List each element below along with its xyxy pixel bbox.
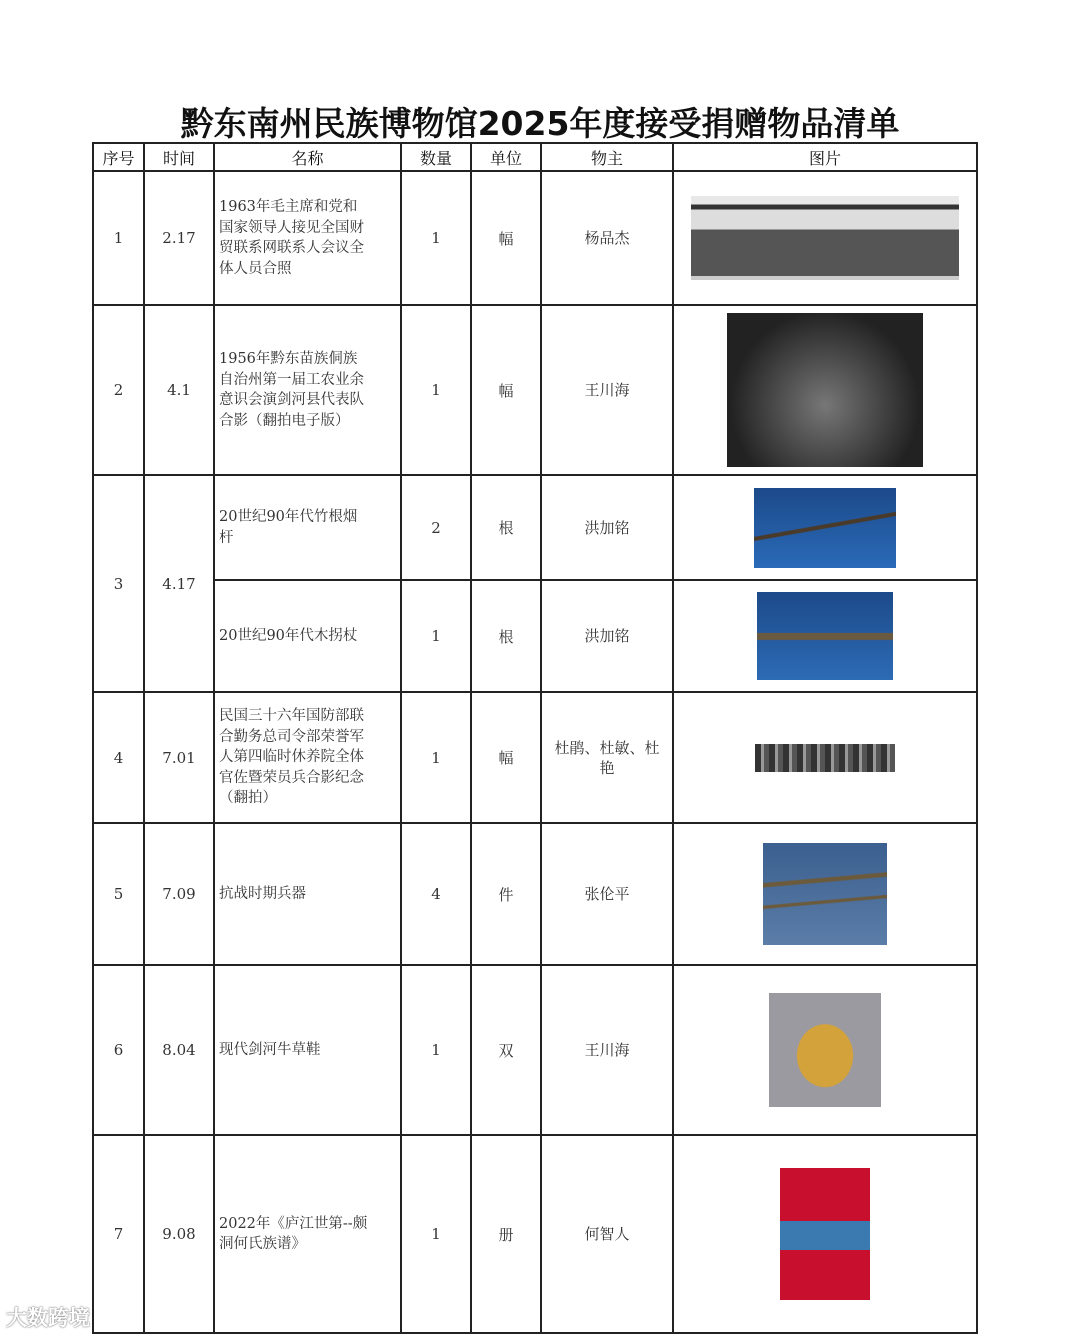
item-unit: 册 xyxy=(471,1135,541,1333)
item-owner: 张伦平 xyxy=(541,823,673,965)
item-unit: 根 xyxy=(471,580,541,692)
item-unit: 根 xyxy=(471,475,541,580)
row-date: 9.08 xyxy=(144,1135,214,1333)
item-owner: 洪加铭 xyxy=(541,580,673,692)
item-quantity: 1 xyxy=(401,1135,471,1333)
item-image-cell xyxy=(673,171,977,305)
header-unit: 单位 xyxy=(471,143,541,171)
row-number: 2 xyxy=(93,305,144,475)
row-date: 7.01 xyxy=(144,692,214,823)
item-owner: 杨品杰 xyxy=(541,171,673,305)
table-row xyxy=(93,171,977,305)
item-quantity: 1 xyxy=(401,965,471,1135)
item-unit: 双 xyxy=(471,965,541,1135)
item-image-cell xyxy=(673,692,977,823)
row-number: 6 xyxy=(93,965,144,1135)
row-number: 3 xyxy=(93,475,144,692)
header-qty: 数量 xyxy=(401,143,471,171)
item-owner: 王川海 xyxy=(541,305,673,475)
row-number: 1 xyxy=(93,171,144,305)
item-image-cell xyxy=(673,580,977,692)
row-date: 7.09 xyxy=(144,823,214,965)
header-date: 时间 xyxy=(144,143,214,171)
item-owner: 洪加铭 xyxy=(541,475,673,580)
item-image-cell xyxy=(673,823,977,965)
page-title: 黔东南州民族博物馆2025年度接受捐赠物品清单 xyxy=(180,104,900,143)
item-owner: 何智人 xyxy=(541,1135,673,1333)
table-header-row xyxy=(93,143,977,171)
row-number: 7 xyxy=(93,1135,144,1333)
item-name: 现代剑河牛草鞋 xyxy=(214,965,401,1135)
item-unit: 幅 xyxy=(471,305,541,475)
header-owner: 物主 xyxy=(541,143,673,171)
group-photo-wide-icon xyxy=(691,196,959,280)
item-name: 民国三十六年国防部联合勤务总司令部荣誉军人第四临时休养院全体官佐暨荣员兵合影纪念（翻拍） xyxy=(214,692,401,823)
item-quantity: 1 xyxy=(401,580,471,692)
item-name: 抗战时期兵器 xyxy=(214,823,401,965)
item-quantity: 2 xyxy=(401,475,471,580)
row-date: 8.04 xyxy=(144,965,214,1135)
table-row xyxy=(93,823,977,965)
table-row xyxy=(93,305,977,475)
item-image-cell xyxy=(673,1135,977,1333)
header-no: 序号 xyxy=(93,143,144,171)
item-image-cell xyxy=(673,475,977,580)
item-name: 1956年黔东苗族侗族自治州第一届工农业余意识会演剑河县代表队合影（翻拍电子版） xyxy=(214,305,401,475)
item-quantity: 1 xyxy=(401,692,471,823)
cane-photo-icon xyxy=(757,592,893,680)
item-name: 1963年毛主席和党和国家领导人接见全国财贸联系网联系人会议全体人员合照 xyxy=(214,171,401,305)
row-date: 4.1 xyxy=(144,305,214,475)
genealogy-book-photo-icon xyxy=(780,1168,870,1300)
item-name: 20世纪90年代木拐杖 xyxy=(214,580,401,692)
item-name: 20世纪90年代竹根烟杆 xyxy=(214,475,401,580)
row-number: 5 xyxy=(93,823,144,965)
watermark-logo: 大数跨境 xyxy=(6,1306,90,1330)
item-image-cell xyxy=(673,965,977,1135)
row-number: 4 xyxy=(93,692,144,823)
item-quantity: 4 xyxy=(401,823,471,965)
header-image: 图片 xyxy=(673,143,977,171)
row-date: 4.17 xyxy=(144,475,214,692)
weapons-photo-icon xyxy=(763,843,887,945)
item-unit: 件 xyxy=(471,823,541,965)
table-row xyxy=(93,965,977,1135)
table-row xyxy=(93,580,977,692)
item-unit: 幅 xyxy=(471,171,541,305)
item-quantity: 1 xyxy=(401,171,471,305)
item-name: 2022年《庐江世第--颇洞何氏族谱》 xyxy=(214,1135,401,1333)
table-row xyxy=(93,475,977,580)
straw-shoes-photo-icon xyxy=(769,993,881,1107)
donation-table xyxy=(92,142,978,1334)
header-name: 名称 xyxy=(214,143,401,171)
panorama-photo-icon xyxy=(755,744,895,772)
item-owner: 王川海 xyxy=(541,965,673,1135)
group-photo-icon xyxy=(727,313,923,467)
item-quantity: 1 xyxy=(401,305,471,475)
item-unit: 幅 xyxy=(471,692,541,823)
table-row xyxy=(93,692,977,823)
row-date: 2.17 xyxy=(144,171,214,305)
item-owner: 杜鹃、杜敏、杜艳 xyxy=(541,692,673,823)
item-image-cell xyxy=(673,305,977,475)
table-row xyxy=(93,1135,977,1333)
pipe-photo-icon xyxy=(754,488,896,568)
